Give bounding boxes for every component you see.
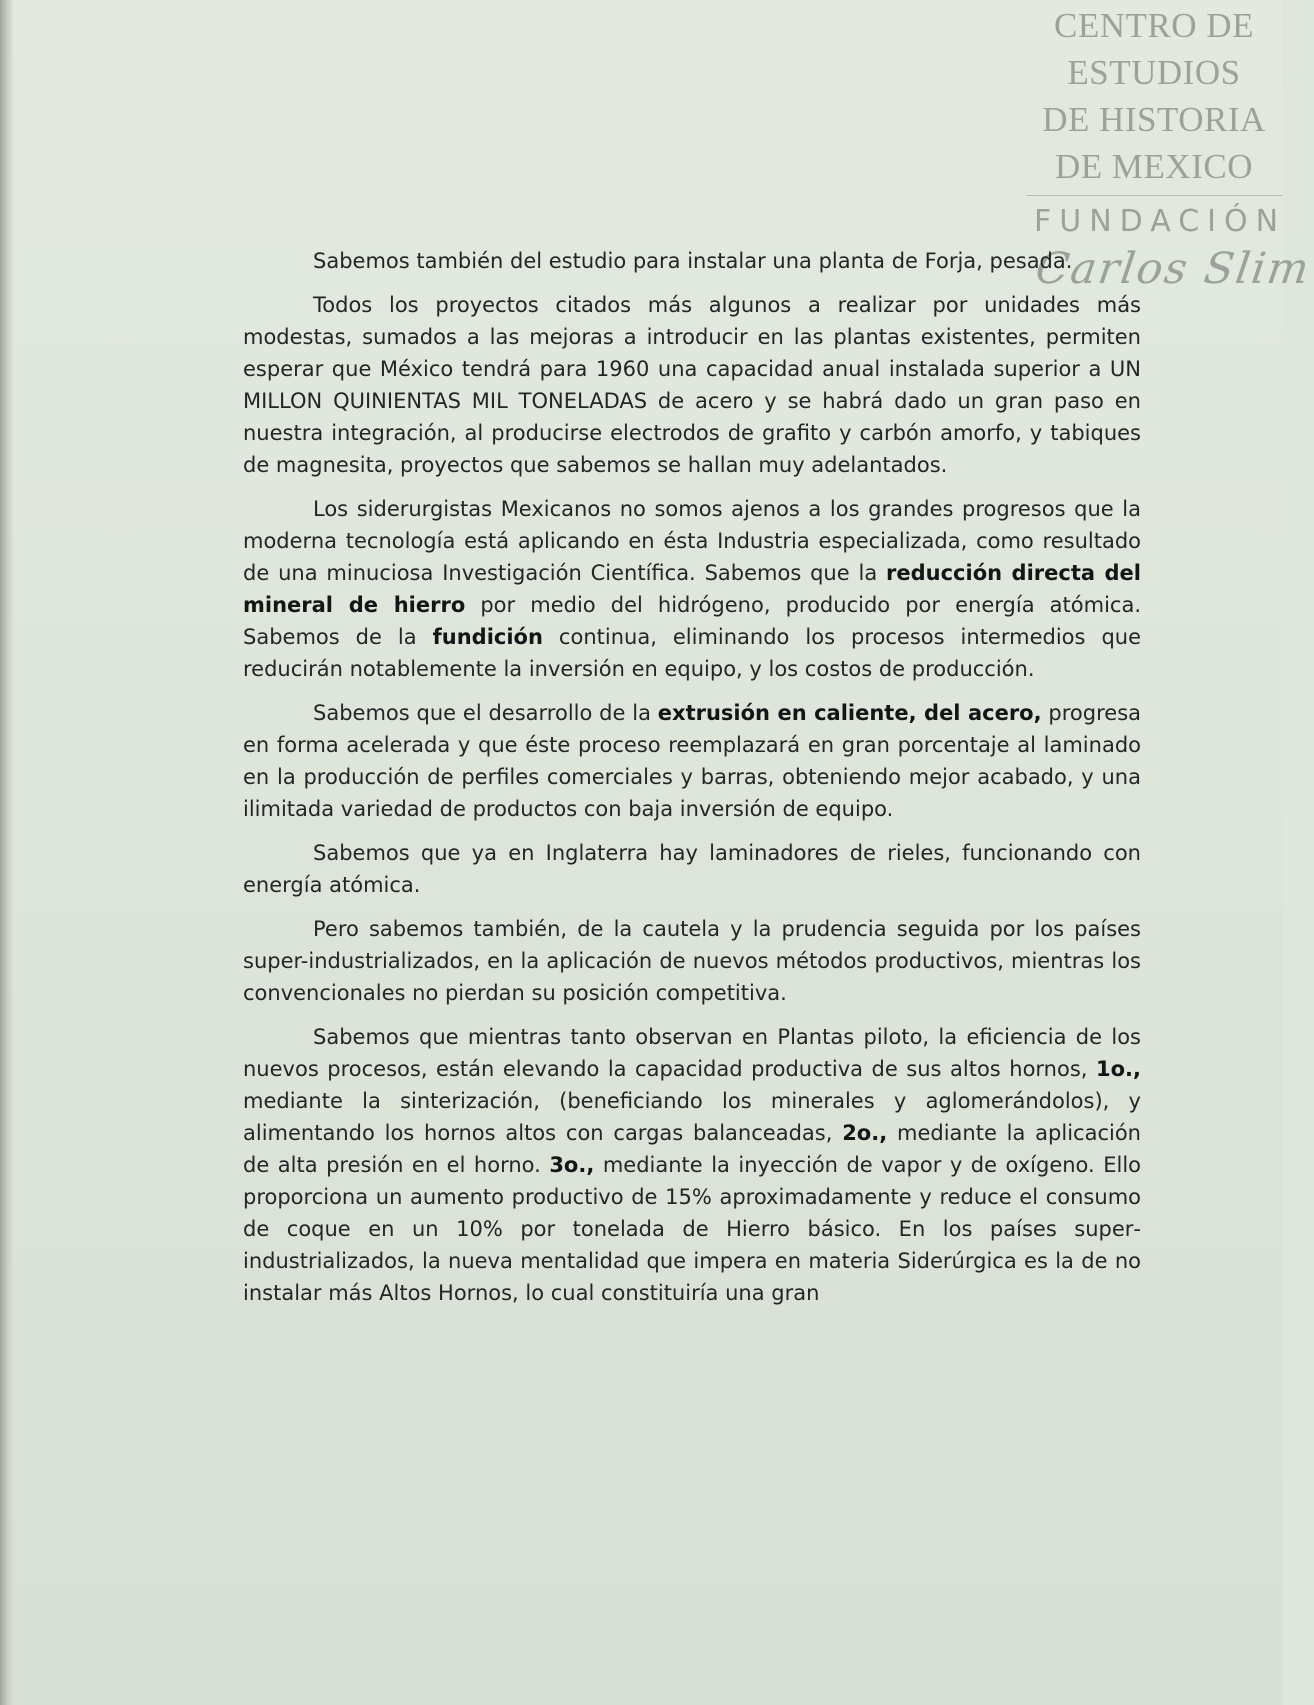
stamp-divider bbox=[1026, 195, 1282, 196]
paragraph-text: Sabemos que el desarrollo de la bbox=[313, 701, 658, 725]
paragraph bbox=[243, 245, 1141, 277]
paragraph-text: Sabemos también del estudio para instalar una planta de Forja, pesada. bbox=[313, 249, 1073, 273]
emphasis-text: 2o., bbox=[842, 1121, 888, 1145]
emphasis-text: 3o., bbox=[549, 1153, 595, 1177]
stamp-foundation-label: FUNDACIÓN bbox=[1034, 204, 1287, 239]
paragraph bbox=[243, 289, 1141, 481]
paragraph-text: mediante la inyección de vapor y de oxígeno. Ello proporciona un aumento productivo de 15% aproximadamente y reduce el consumo de coque en un 10% por tonelada de Hierro básico. En los países superindustrializados, la nueva mentalidad que impera en materia Siderúrgica es la de no instalar más Altos Hornos, lo cual constituiría una gran bbox=[243, 1153, 1141, 1305]
stamp-line: CENTRO DE bbox=[1054, 6, 1254, 45]
paragraph-text: Todos los proyectos citados más algunos a realizar por unidades más modestas, sumados a las mejoras a introducir en las plantas existentes, permiten esperar que México tendrá para 1960 una capacidad anual instalada superior a UN MILLON QUINIENTAS MIL TONELADAS de acero y se habrá dado un gran paso en nuestra integración, al producirse electrodos de grafito y carbón amorfo, y tabiques de magnesita, proyectos que sabemos se hallan muy adelantados. bbox=[243, 293, 1141, 477]
document-body bbox=[243, 245, 1141, 1321]
paragraph-text: Sabemos que mientras tanto observan en Plantas piloto, la eficiencia de los nuevos procesos, están elevando la capacidad productiva de sus altos hornos, bbox=[243, 1025, 1141, 1081]
paragraph bbox=[243, 493, 1141, 685]
paragraph bbox=[243, 697, 1141, 825]
emphasis-text: fundición bbox=[432, 625, 543, 649]
paragraph bbox=[243, 1021, 1141, 1309]
paragraph bbox=[243, 913, 1141, 1009]
paragraph-text: continua, eliminando los procesos intermedios que reducirán notablemente la inversión en equipo, y los costos de producción. bbox=[243, 625, 1141, 681]
emphasis-text: reducción directa del mineral de hierro bbox=[243, 561, 1141, 617]
paragraph-text: por medio del hidrógeno, producido por energía atómica. Sabemos de la bbox=[243, 593, 1141, 649]
stamp-line: DE HISTORIA bbox=[1042, 100, 1266, 139]
emphasis-text: extrusión en caliente, del acero, bbox=[657, 701, 1042, 725]
paragraph-text: mediante la aplicación de alta presión en el horno. bbox=[243, 1121, 1141, 1177]
stamp-line: ESTUDIOS bbox=[1067, 53, 1241, 92]
emphasis-text: 1o., bbox=[1096, 1057, 1141, 1081]
paragraph-text: mediante la sinterización, (beneficiando los minerales y aglomerándolos), y alimentando los hornos altos con cargas balanceadas, bbox=[243, 1089, 1141, 1145]
stamp-signature: Carlos Slim bbox=[1032, 244, 1314, 294]
paragraph-text: progresa en forma acelerada y que éste proceso reemplazará en gran porcentaje al laminado en la producción de perfiles comerciales y barras, obteniendo mejor acabado, y una ilimitada variedad de productos con baja inversión de equipo. bbox=[243, 701, 1142, 821]
paragraph-text: Los siderurgistas Mexicanos no somos ajenos a los grandes progresos que la moderna tecnología está aplicando en ésta Industria especializada, como resultado de una minuciosa Investigación Científica. Sabemos que la bbox=[243, 497, 1141, 585]
paragraph-text: Pero sabemos también, de la cautela y la prudencia seguida por los países super-industrializados, en la aplicación de nuevos métodos productivos, mientras los convencionales no pierdan su posición competitiva. bbox=[243, 917, 1141, 1005]
paragraph-text: Sabemos que ya en Inglaterra hay laminadores de rieles, funcionando con energía atómica. bbox=[243, 841, 1141, 897]
page-edge-shadow bbox=[0, 0, 14, 1705]
paragraph bbox=[243, 837, 1141, 901]
stamp-line: DE MEXICO bbox=[1055, 147, 1253, 186]
